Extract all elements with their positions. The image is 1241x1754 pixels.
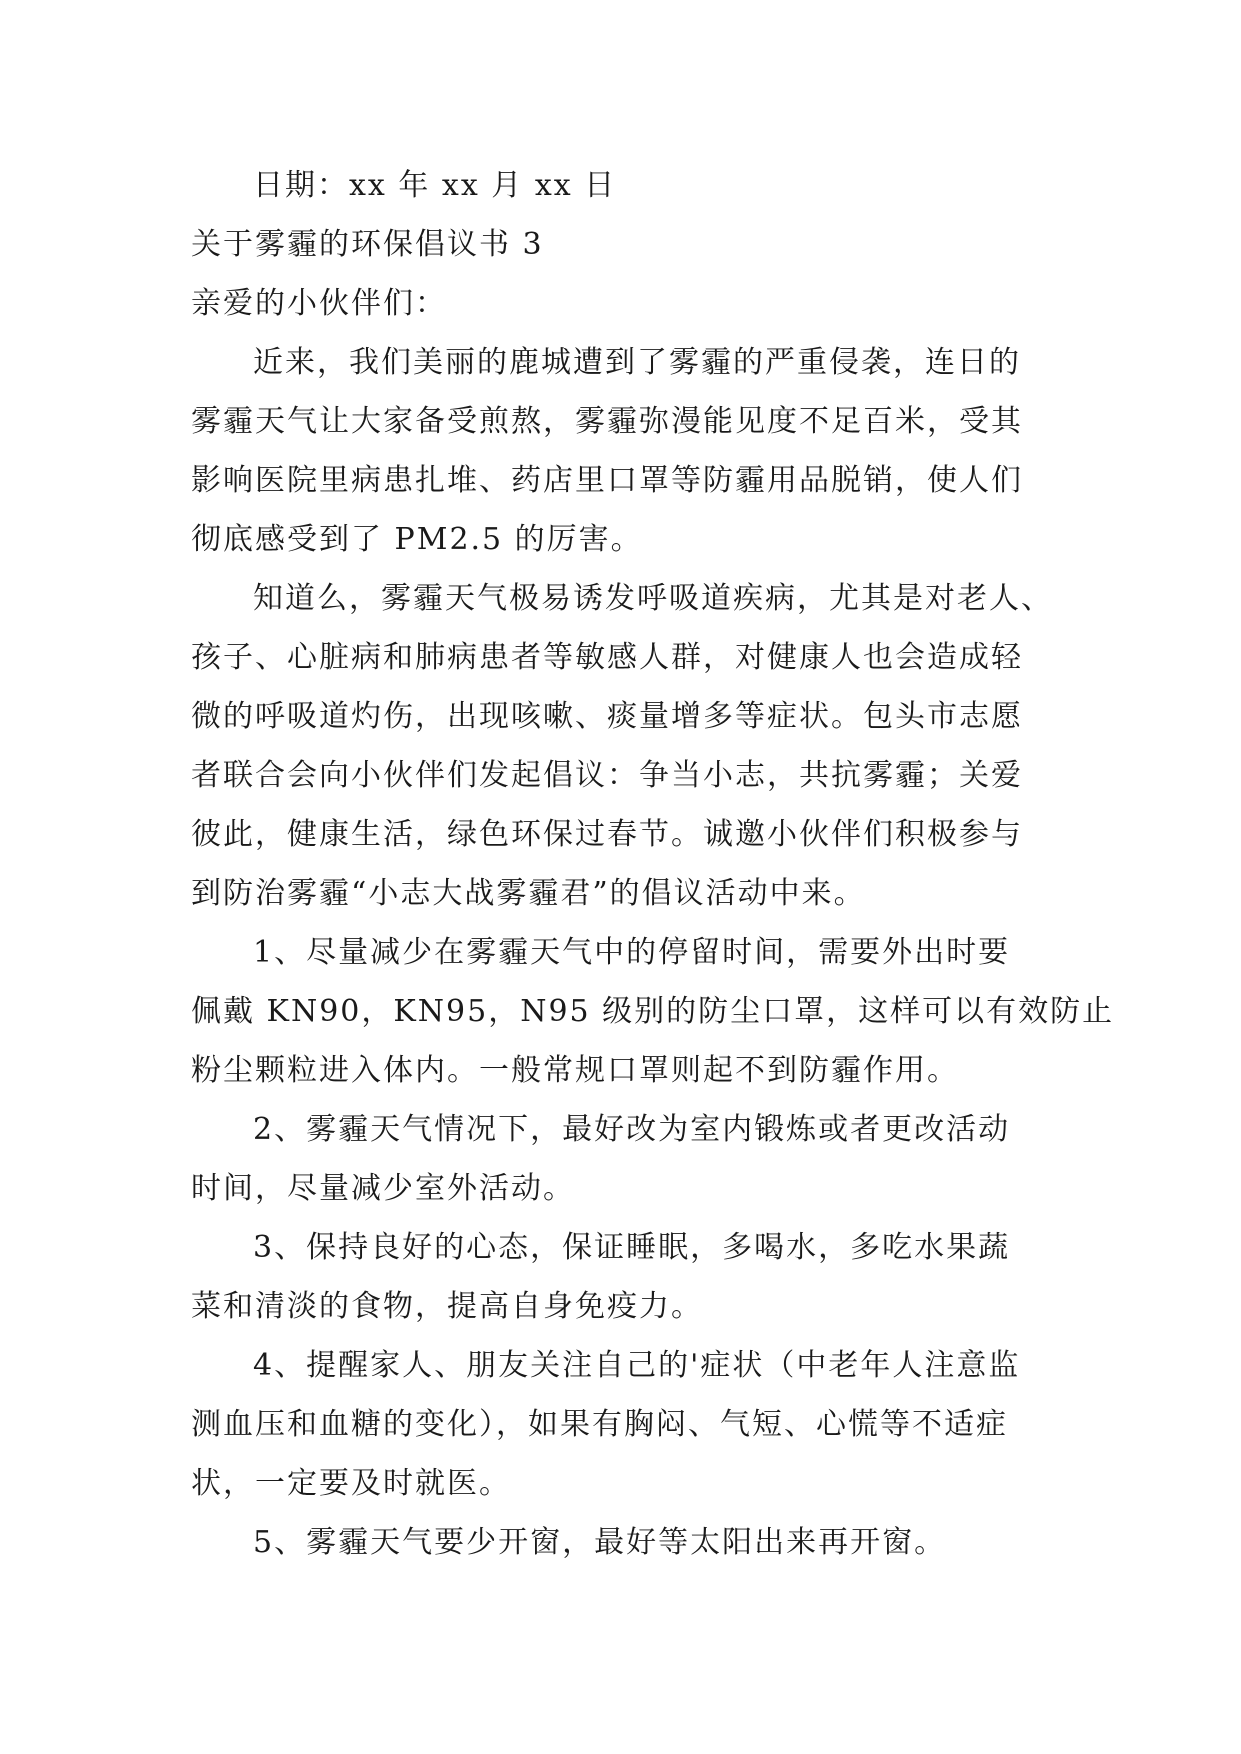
list-item-line: 菜和清淡的食物，提高自身免疫力。	[191, 1289, 703, 1324]
paragraph-line: 近来，我们美丽的鹿城遭到了雾霾的严重侵袭，连日的	[253, 345, 1021, 380]
list-item-line: 状，一定要及时就医。	[191, 1466, 511, 1501]
paragraph-line: 知道么，雾霾天气极易诱发呼吸道疾病，尤其是对老人、	[253, 581, 1053, 616]
list-item-line: 测血压和血糖的变化），如果有胸闷、气短、心慌等不适症	[191, 1407, 1008, 1442]
date-line: 日期：xx 年 xx 月 xx 日	[253, 168, 617, 203]
list-item-line: 2、雾霾天气情况下，最好改为室内锻炼或者更改活动	[253, 1112, 1011, 1147]
paragraph-line: 彻底感受到了 PM2.5 的厉害。	[191, 522, 643, 557]
list-item-line: 粉尘颗粒进入体内。一般常规口罩则起不到防霾作用。	[191, 1053, 959, 1088]
list-item-line: 佩戴 KN90，KN95，N95 级别的防尘口罩，这样可以有效防止	[191, 994, 1115, 1029]
salutation: 亲爱的小伙伴们：	[191, 286, 447, 321]
paragraph-line: 微的呼吸道灼伤，出现咳嗽、痰量增多等症状。包头市志愿	[191, 699, 1023, 734]
list-item-line: 3、保持良好的心态，保证睡眠，多喝水，多吃水果蔬	[253, 1230, 1011, 1265]
list-item-line: 1、尽量减少在雾霾天气中的停留时间，需要外出时要	[253, 935, 1011, 970]
paragraph-line: 彼此，健康生活，绿色环保过春节。诚邀小伙伴们积极参与	[191, 817, 1023, 852]
paragraph-line: 孩子、心脏病和肺病患者等敏感人群，对健康人也会造成轻	[191, 640, 1023, 675]
paragraph-line: 雾霾天气让大家备受煎熬，雾霾弥漫能见度不足百米，受其	[191, 404, 1023, 439]
list-item-line: 时间，尽量减少室外活动。	[191, 1171, 575, 1206]
document-title: 关于雾霾的环保倡议书 3	[191, 227, 544, 262]
paragraph-line: 影响医院里病患扎堆、药店里口罩等防霾用品脱销，使人们	[191, 463, 1023, 498]
paragraph-line: 者联合会向小伙伴们发起倡议：争当小志，共抗雾霾；关爱	[191, 758, 1023, 793]
list-item-line: 4、提醒家人、朋友关注自己的'症状（中老年人注意监	[253, 1348, 1021, 1383]
paragraph-line: 到防治雾霾“小志大战雾霾君”的倡议活动中来。	[191, 876, 866, 911]
list-item-line: 5、雾霾天气要少开窗，最好等太阳出来再开窗。	[253, 1525, 947, 1560]
